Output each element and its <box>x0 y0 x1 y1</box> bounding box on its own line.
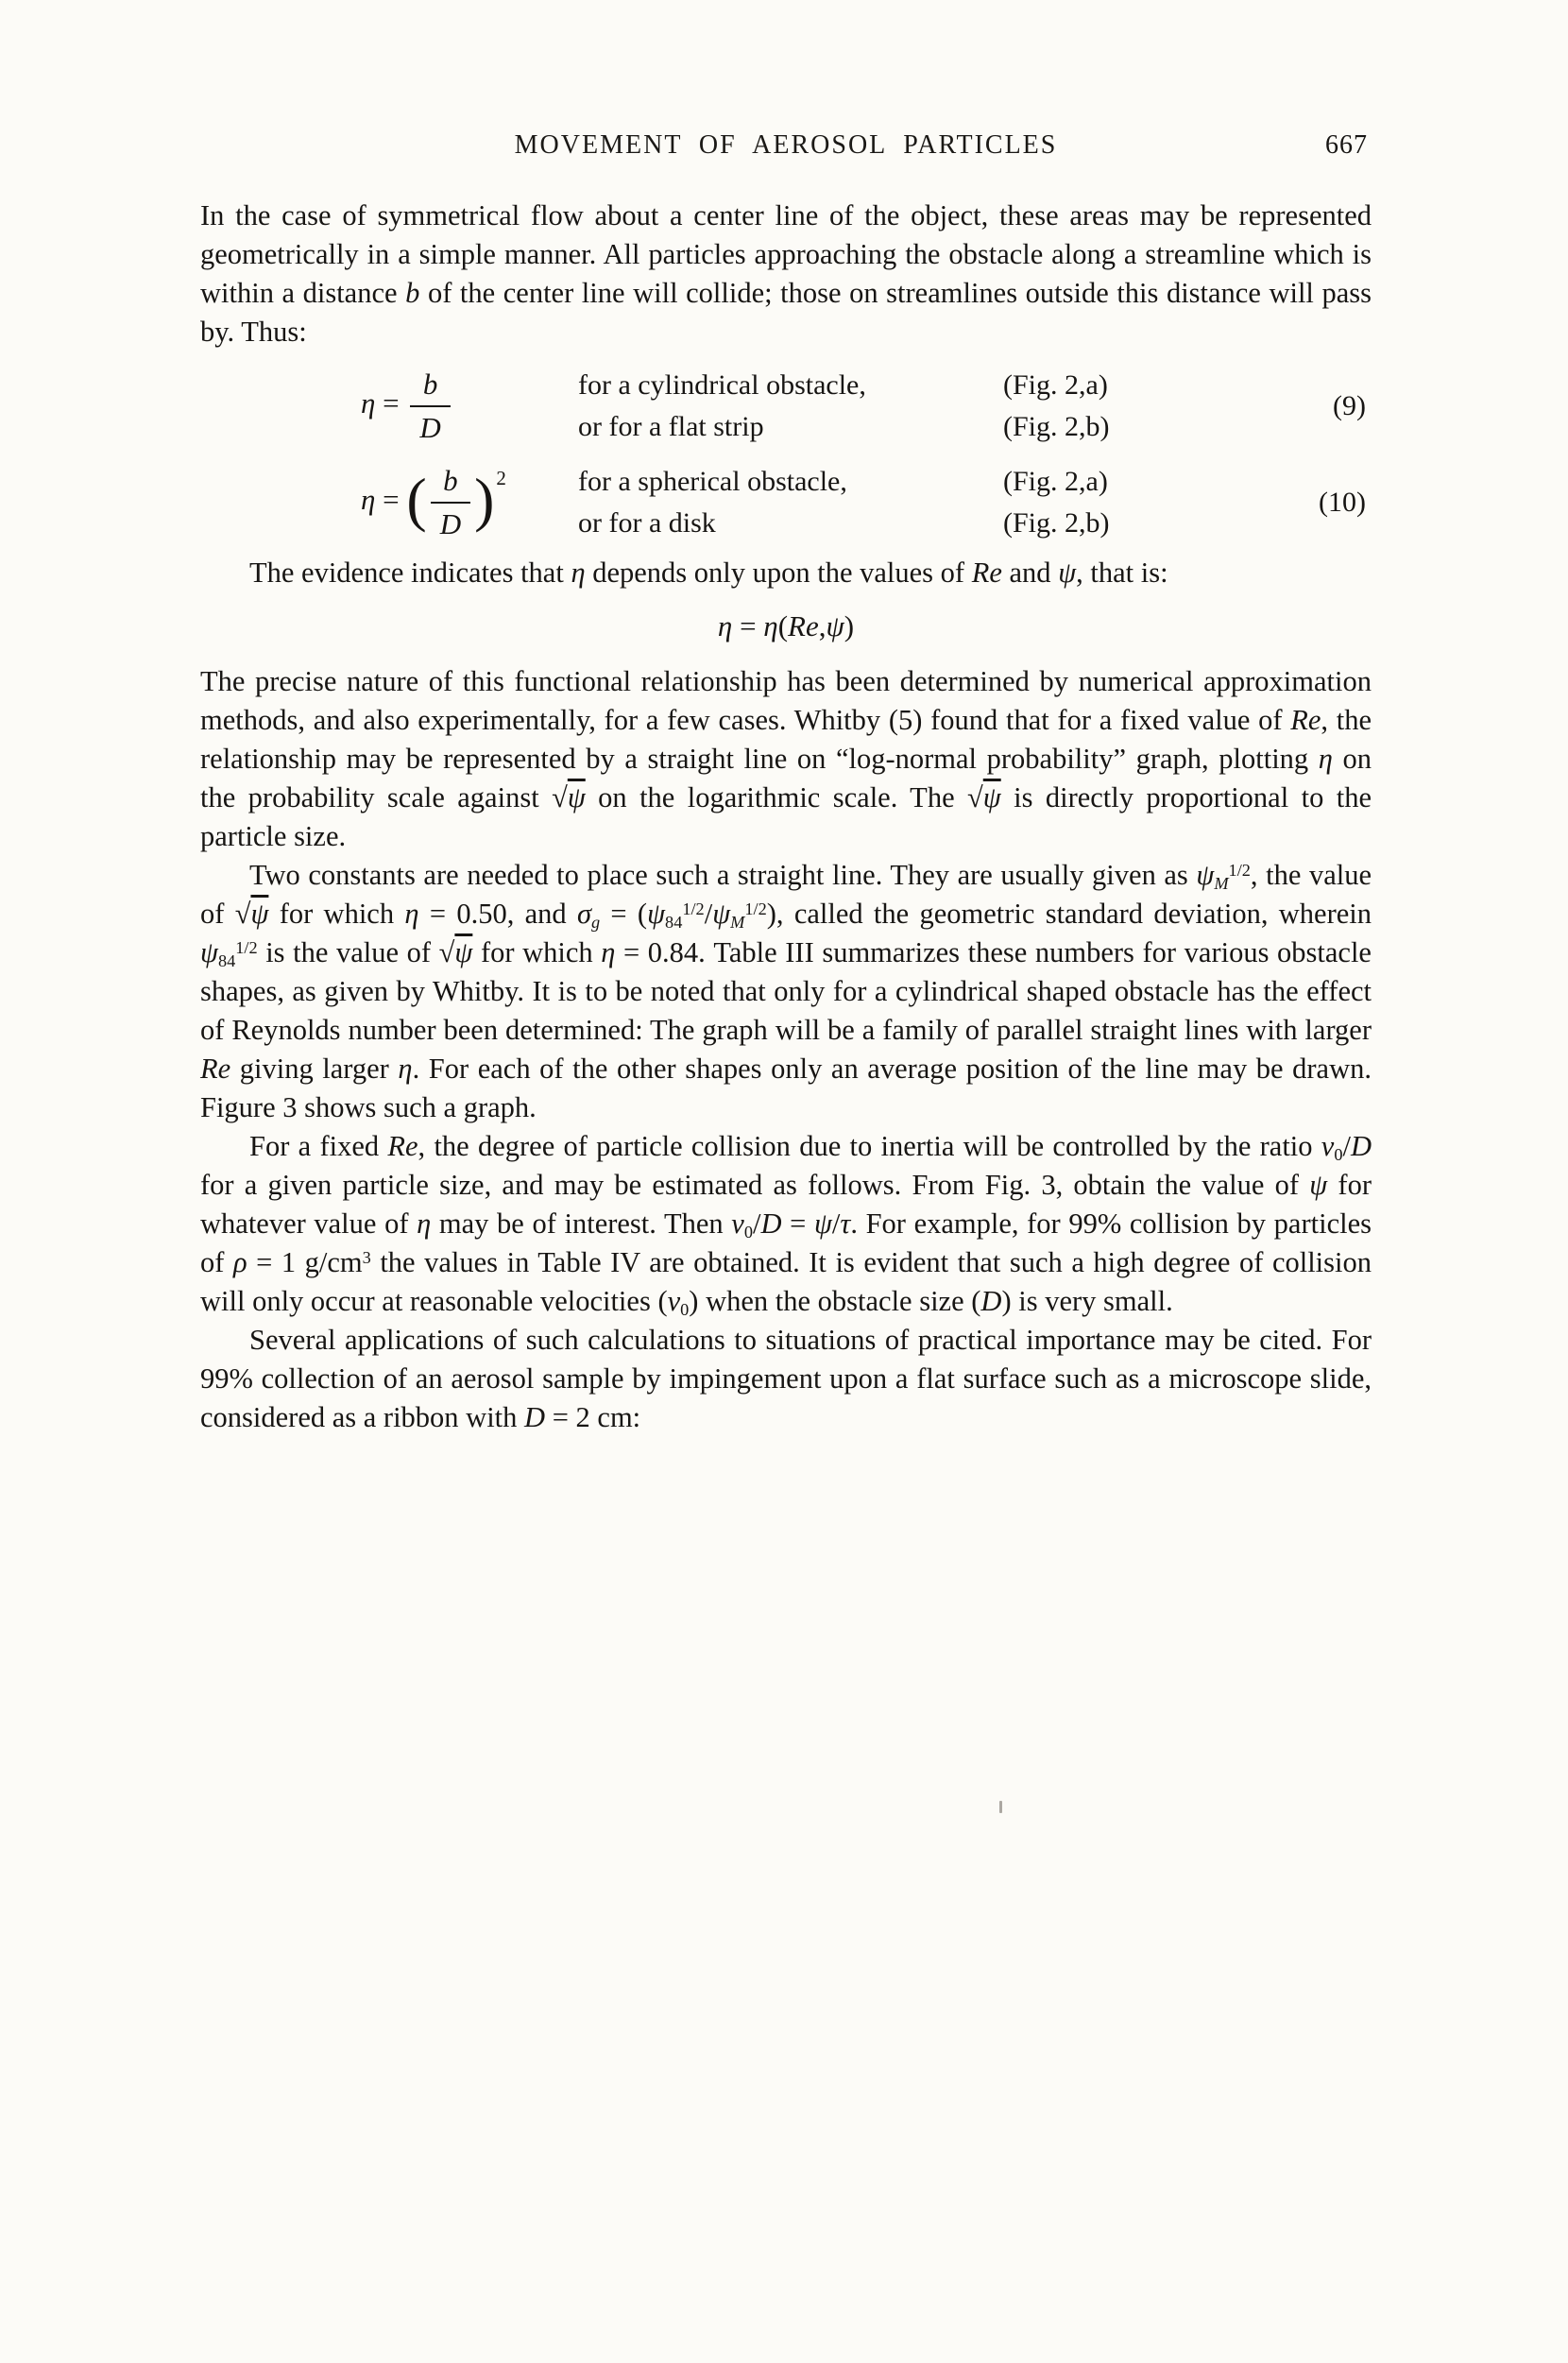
condition-text: or for a flat strip <box>578 411 764 442</box>
equation-number: (10) <box>1319 487 1366 518</box>
condition-text: for a spherical obstacle, <box>578 466 847 497</box>
equation-10-lhs: η = ( $\frac{b}{D}$ )$^2$ <box>361 464 506 540</box>
paragraph-precise-nature: The precise nature of this functional relationship has been determined by numerical approximation methods, and also experimentally, for a few cases. Whitby (5) found that for a fixed value of Re, the relationship may be represented by a straight line on “log-normal probability” graph, plotting η on the probability scale against √ψ on the logarithmic scale. The √ψ is directly proportional to the particle size. <box>200 665 1372 852</box>
paragraph-symmetrical-flow: In the case of symmetrical flow about a center line of the object, these areas may be represented geometrically in a simple manner. All particles approaching the obstacle along a streamline which is within a distance b of the center line will collide; those on streamlines outside this distance will pass by. Thus: <box>200 199 1372 348</box>
equation-condition-line <box>578 461 1110 503</box>
equation-number: (9) <box>1333 390 1366 421</box>
equation-9 <box>361 365 1372 448</box>
equation-condition-line <box>578 406 1110 448</box>
equation-condition-line <box>578 365 1110 406</box>
equation-9-lhs: η = $\frac{b}{D}$ <box>361 368 578 444</box>
page-number: 667 <box>1325 130 1368 160</box>
paragraph-two-constants: Two constants are needed to place such a straight line. They are usually given as $\psi_M^{1/2}$, the value of √ψ for which η = 0.50, and $\sigma_g = (\psi_{84}^{1/2}/\psi_M^{1/2})$, called the geometric standard deviation, wherein $\psi_{84}^{1/2}$ is the value of √ψ for which η = 0.84. Table III summarizes these numbers for various obstacle shapes, as given by Whitby. It is to be noted that only for a cylindrical shaped obstacle has the effect of Reynolds number been determined: The graph will be a family of parallel straight lines with larger Re giving larger η. For each of the other shapes only an average position of the line may be drawn. Figure 3 shows such a graph. <box>200 859 1372 1123</box>
paragraph-fixed-re: For a fixed Re, the degree of particle collision due to inertia will be controlled by the ratio $v_0/D$ for a given particle size, and may be estimated as follows. From Fig. 3, obtain the value of ψ for whatever value of η may be of interest. Then $v_0/D = \psi/\tau$. For example, for 99% collision by particles of ρ = 1 $g/cm^3$ the values in Table IV are obtained. It is evident that such a high degree of collision will only occur at reasonable velocities $(v_0)$ when the obstacle size (D) is very small. <box>200 1130 1372 1320</box>
equation-10 <box>361 461 1372 544</box>
condition-text: for a cylindrical obstacle, <box>578 369 866 401</box>
paragraph-evidence: The evidence indicates that η depends only upon the values of Re and ψ, that is: <box>249 557 1168 589</box>
figure-reference: (Fig. 2,a) <box>1003 466 1108 497</box>
figure-reference: (Fig. 2,b) <box>1003 411 1110 442</box>
text-block <box>200 130 1372 1437</box>
equation-eta-function: η = η(Re,ψ) <box>717 609 855 642</box>
equation-10-conditions <box>578 461 1110 544</box>
equation-9-conditions <box>578 365 1110 448</box>
equation-condition-line <box>578 503 1110 544</box>
condition-text: or for a disk <box>578 507 716 539</box>
running-title: MOVEMENT OF AEROSOL PARTICLES <box>514 130 1058 160</box>
scan-artifact-mark <box>999 1801 1002 1813</box>
paragraph-applications: Several applications of such calculations to situations of practical importance may be cited. For 99% collection of an aerosol sample by impingement upon a flat surface such as a microscope slide, considered as a ribbon with D = 2 cm: <box>200 1324 1372 1433</box>
figure-reference: (Fig. 2,b) <box>1003 507 1110 539</box>
figure-reference: (Fig. 2,a) <box>1003 369 1108 401</box>
page-header <box>200 130 1372 172</box>
